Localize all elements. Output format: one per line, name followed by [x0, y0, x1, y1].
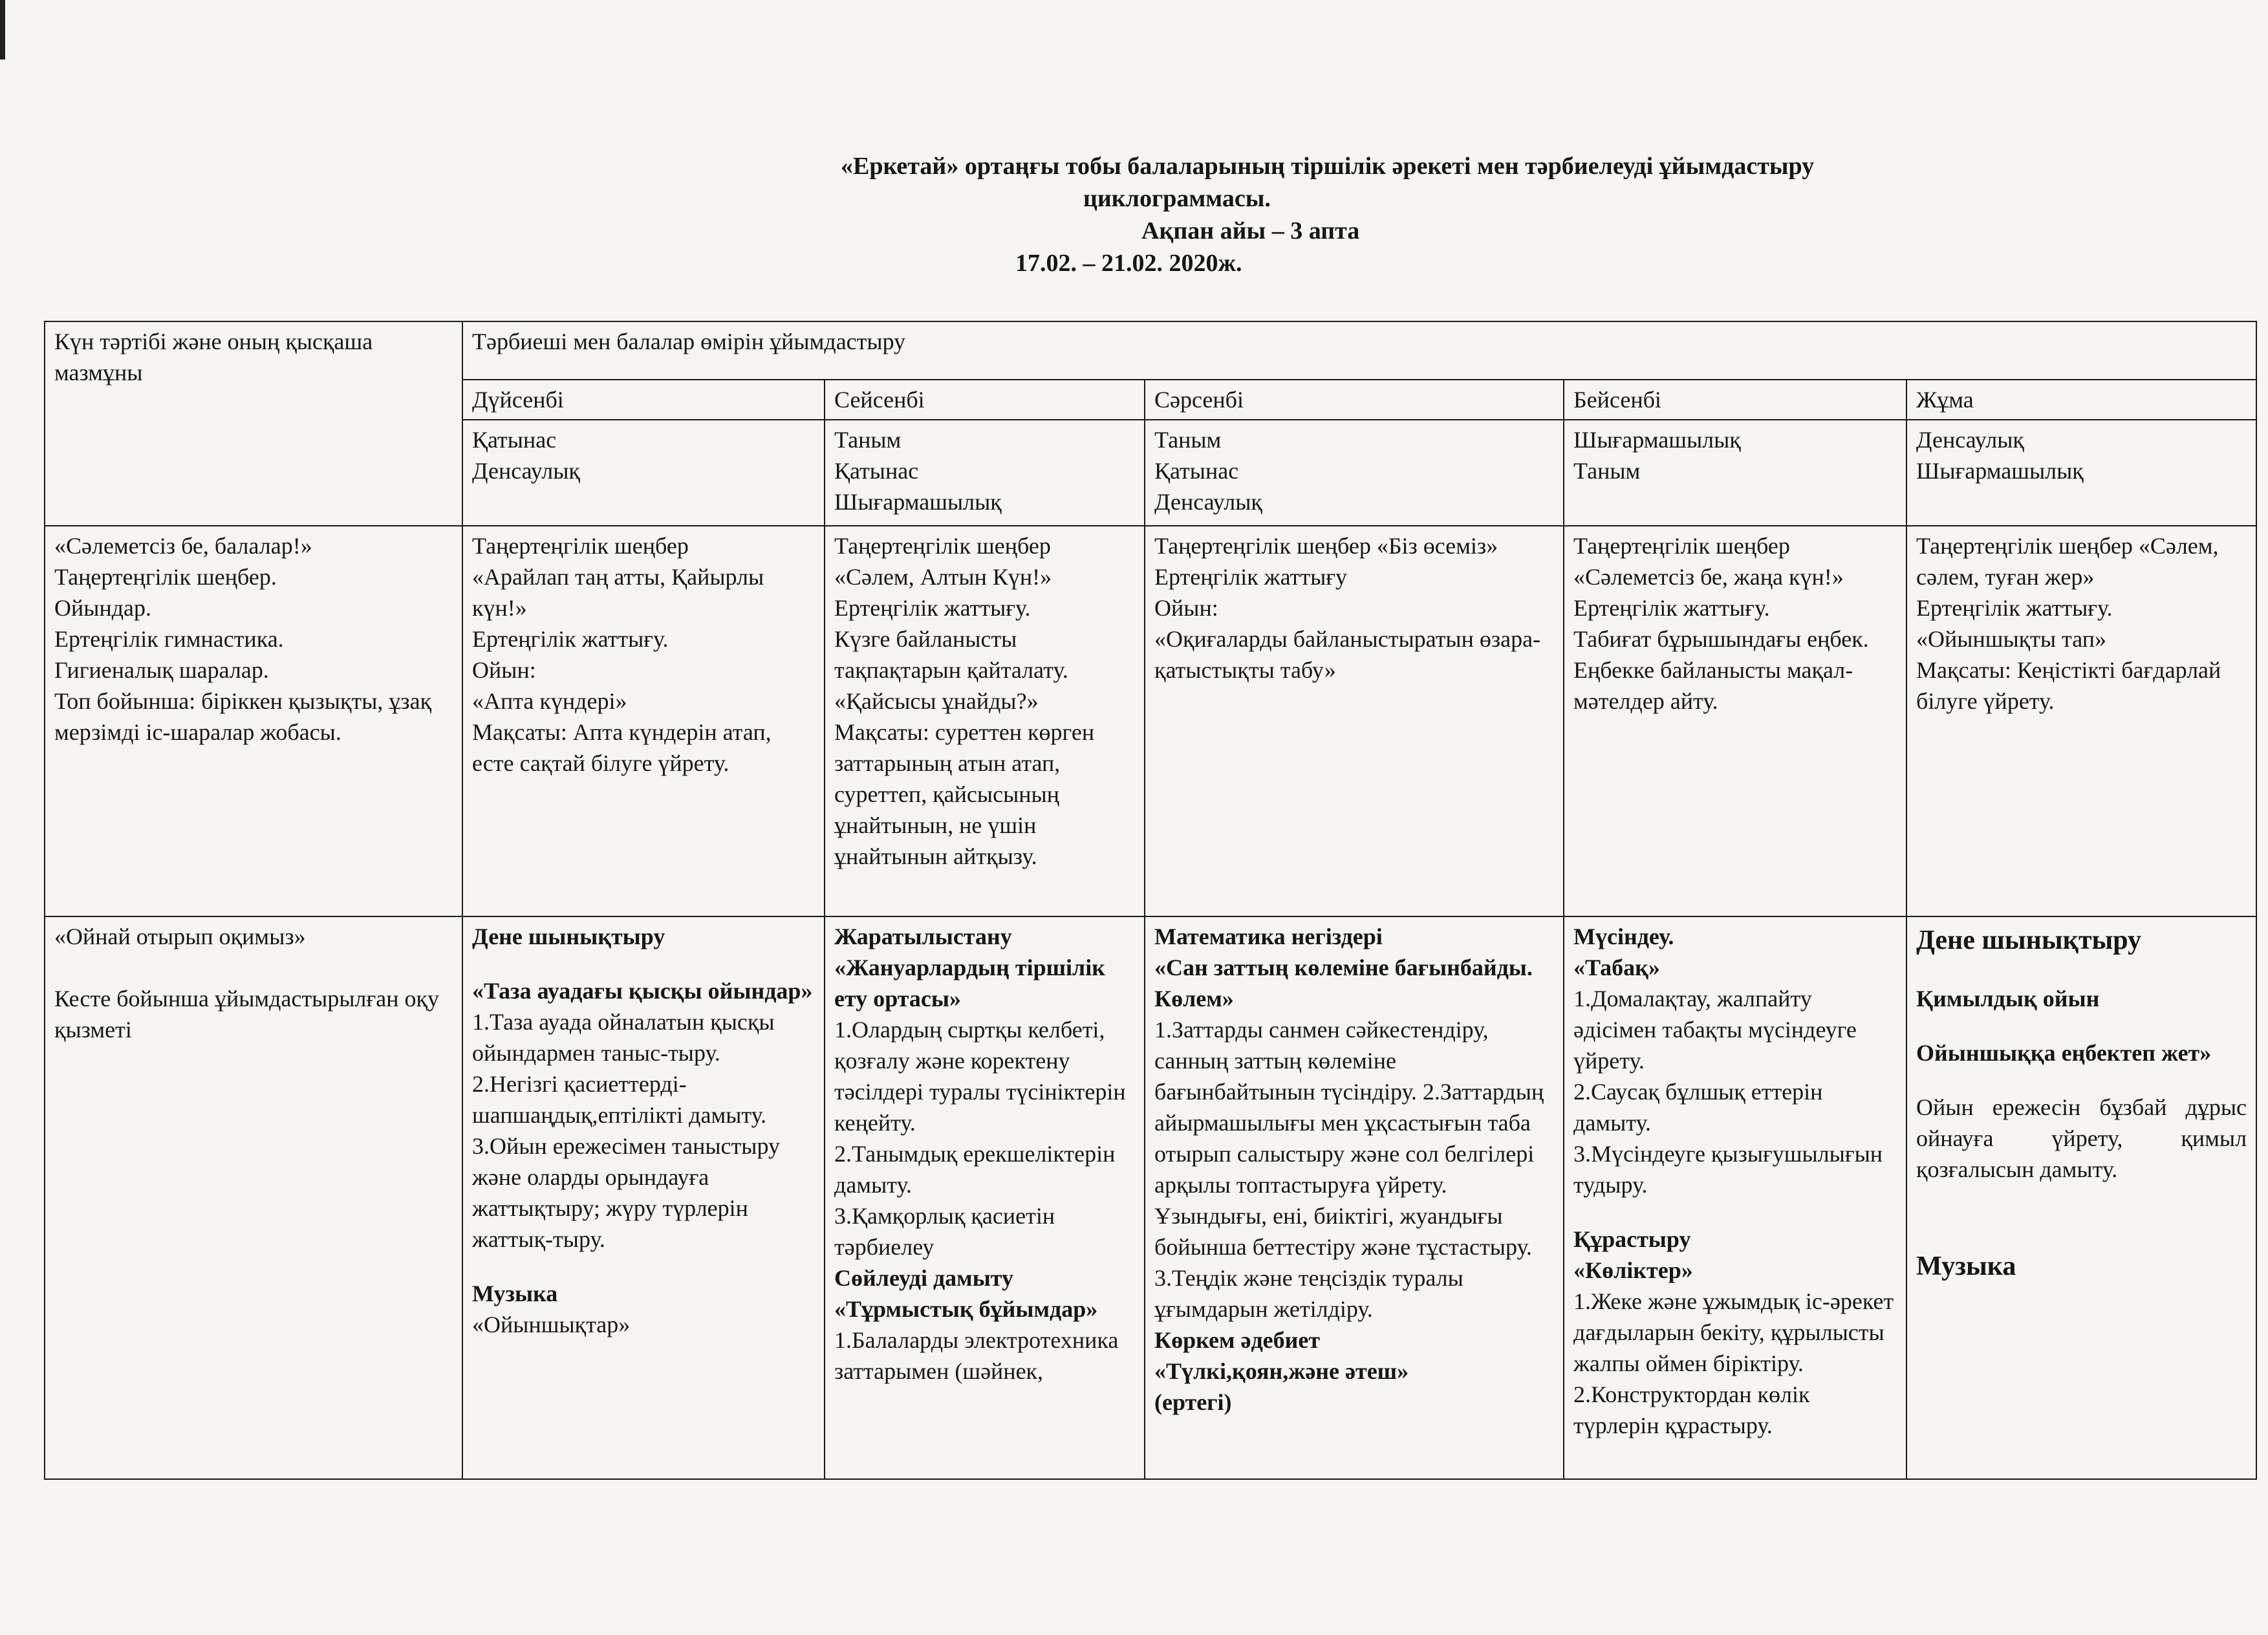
- lesson-topic: «Сан заттың көлеміне бағынбайды. Көлем»: [1154, 955, 1533, 1012]
- morning-thursday: [1564, 526, 1906, 916]
- cell-line: Ертеңгілік жаттығу.: [1916, 595, 2113, 621]
- day-monday: Дүйсенбі: [462, 380, 825, 420]
- row-head-line: Гигиеналық шаралар.: [54, 657, 269, 683]
- morning-row: [45, 526, 2256, 916]
- areas-friday: [1906, 420, 2256, 526]
- subject-title: Жаратылыстану: [834, 924, 1012, 949]
- lesson-item: 1.Жеке және ұжымдық іс-әрекет дағдыларын бекіту, құрылысты жалпы оймен біріктіру.: [1573, 1288, 1894, 1376]
- morning-tuesday: [825, 526, 1145, 916]
- subject-title: Көркем әдебиет: [1154, 1327, 1321, 1353]
- lesson-topic: «Көліктер»: [1573, 1257, 1693, 1283]
- lesson-item: 3.Ойын ережесімен таныстыру және оларды орындауға жаттықтыру; жүру түрлерін жаттық-тыру.: [472, 1133, 780, 1252]
- areas-monday: [462, 420, 825, 526]
- cell-line: Ертеңгілік жаттығу.: [1573, 595, 1770, 621]
- corner-cell: Күн тәртібі және оның қысқаша мазмұны: [45, 321, 462, 526]
- day-friday: Жұма: [1906, 380, 2256, 420]
- header-row: [45, 321, 2256, 380]
- heading-line-1: «Еркетай» ортаңғы тобы балаларының тіршілік әрекеті мен тәрбиелеуді ұйымдастыру: [841, 153, 1815, 180]
- cell-line: «Апта күндері»: [472, 688, 627, 714]
- lesson-topic: «Табақ»: [1573, 955, 1660, 980]
- org-header-cell: Тәрбиеші мен балалар өмірін ұйымдастыру: [462, 321, 2256, 380]
- subject-title: Математика негіздері: [1154, 924, 1383, 949]
- area-label: Денсаулық: [1916, 427, 2024, 453]
- heading-line-2: циклограммасы.: [1083, 185, 1271, 212]
- lesson-tuesday: [825, 916, 1145, 1479]
- lesson-row-head: [45, 916, 462, 1479]
- areas-wednesday: [1145, 420, 1564, 526]
- cell-line: «Арайлап таң атты, Қайырлы күн!»: [472, 564, 764, 621]
- heading-line-3: Ақпан айы – 3 апта: [1141, 217, 1360, 244]
- spacer: [54, 952, 453, 983]
- lesson-monday: [462, 916, 825, 1479]
- cell-line: Ертеңгілік жаттығу.: [834, 595, 1031, 621]
- lesson-item: 3.Мүсіндеуге қызығушылығын тудыру.: [1573, 1141, 1883, 1198]
- lesson-item: 2.Танымдық ерекшеліктерін дамыту.: [834, 1141, 1116, 1198]
- lesson-thursday: [1564, 916, 1906, 1479]
- cell-line: Мақсаты: Апта күндерін атап, есте сақтай білуге үйрету.: [472, 719, 772, 776]
- area-label: Денсаулық: [1154, 489, 1262, 515]
- spacer: [1916, 960, 2247, 983]
- lesson-topic: «Түлкі,қоян,және әтеш»: [1154, 1358, 1409, 1384]
- area-label: Шығармашылық: [834, 489, 1002, 515]
- cell-line: «Ойыншықты тап»: [1916, 626, 2106, 652]
- lesson-item: 2.Конструктордан көлік түрлерін құрастыру.: [1573, 1381, 1810, 1438]
- subject-title: Музыка: [472, 1281, 558, 1306]
- heading-line-4: 17.02. – 21.02. 2020ж.: [1015, 250, 1242, 277]
- day-wednesday: Сәрсенбі: [1145, 380, 1564, 420]
- area-label: Шығармашылық: [1916, 458, 2084, 484]
- cell-line: Мақсаты: Кеңістікті бағдарлай білуге үйрету.: [1916, 657, 2221, 714]
- morning-monday: [462, 526, 825, 916]
- row-head-line: Топ бойынша: біріккен қызықты, ұзақ мерзімді іс-шаралар жобасы.: [54, 688, 432, 745]
- lesson-item: Ойын ережесін бұзбай дұрыс ойнауға үйрету, қимыл қозғалысын дамыту.: [1916, 1094, 2247, 1182]
- subject-title: Мүсіндеу.: [1573, 924, 1674, 949]
- cell-line: Ертеңгілік жаттығу.: [472, 626, 669, 652]
- scan-edge-mark: [0, 0, 5, 60]
- lesson-row: [45, 916, 2256, 1479]
- lesson-topic: «Жануарлардың тіршілік ету ортасы»: [834, 955, 1105, 1012]
- game-type: Қимылдық ойын: [1916, 986, 2100, 1012]
- subject-title: Құрастыру: [1573, 1226, 1691, 1252]
- spacer: [1916, 1185, 2247, 1216]
- lesson-item: 2.Негізгі қасиеттерді-шапшаңдық,ептілікті дамыту.: [472, 1071, 767, 1128]
- spacer: [1916, 1014, 2247, 1037]
- morning-row-head: [45, 526, 462, 916]
- cell-line: Таңертеңгілік шеңбер «Сәлем, Алтын Күн!»: [834, 533, 1052, 590]
- lesson-item: 3.Қамқорлық қасиетін тәрбиелеу: [834, 1203, 1055, 1260]
- areas-thursday: [1564, 420, 1906, 526]
- spacer: [1916, 1068, 2247, 1092]
- lesson-friday: [1906, 916, 2256, 1479]
- area-label: Шығармашылық: [1573, 427, 1741, 453]
- schedule-table: [44, 321, 2257, 1480]
- cell-line: Күзге байланысты тақпақтарын қайталату. «Қайсысы ұнайды?»: [834, 626, 1068, 714]
- area-label: Қатынас: [834, 458, 919, 484]
- lesson-item: 1.Заттарды санмен сәйкестендіру, санның заттың көлеміне бағынбайтынын түсіндіру. 2.Заттардың айырмашылығы мен ұқсастығын таба отырып салыстыру және сол белгілері арқылы топтастыруға үйрету. Ұзындығы, ені, биіктігі, жуандығы бойынша беттестіру және тұстастыру.: [1154, 1017, 1544, 1260]
- morning-friday: [1906, 526, 2256, 916]
- lesson-item: 1.Балаларды электротехника заттарымен (шәйнек,: [834, 1327, 1119, 1384]
- areas-tuesday: [825, 420, 1145, 526]
- cell-line: «Оқиғаларды байланыстыратын өзара-қатыстықты табу»: [1154, 626, 1541, 683]
- cell-line: Таңертеңгілік шеңбер «Сәлеметсіз бе, жаңа күн!»: [1573, 533, 1844, 590]
- cell-line: Ойын:: [472, 657, 536, 683]
- area-label: Таным: [834, 427, 902, 453]
- cell-line: Ертеңгілік жаттығу: [1154, 564, 1348, 590]
- area-label: Қатынас: [1154, 458, 1239, 484]
- cell-line: Еңбекке байланысты мақал-мәтелдер айту.: [1573, 657, 1853, 714]
- row-head-line: Ертеңгілік гимнастика.: [54, 626, 284, 652]
- spacer: [1573, 1200, 1897, 1224]
- area-label: Таным: [1573, 458, 1641, 484]
- subject-title: Сөйлеуді дамыту: [834, 1265, 1014, 1291]
- row-head-line: Кесте бойынша ұйымдастырылған оқу қызметі: [54, 986, 440, 1043]
- day-thursday: Бейсенбі: [1564, 380, 1906, 420]
- cell-line: Таңертеңгілік шеңбер «Сәлем, сәлем, туған жер»: [1916, 533, 2219, 590]
- subject-title: Музыка: [1916, 1251, 2016, 1281]
- cell-line: Ойын:: [1154, 595, 1218, 621]
- spacer: [472, 952, 815, 975]
- row-head-line: «Сәлеметсіз бе, балалар!»: [54, 533, 312, 559]
- lesson-item: 3.Теңдік және теңсіздік туралы ұғымдарын жетілдіру.: [1154, 1265, 1463, 1322]
- lesson-topic: «Ойыншықтар»: [472, 1312, 631, 1337]
- lesson-topic: «Тұрмыстық бұйымдар»: [834, 1296, 1098, 1322]
- area-label: Денсаулық: [472, 458, 580, 484]
- lesson-wednesday: [1145, 916, 1564, 1479]
- row-head-line: «Ойнай отырып оқимыз»: [54, 924, 306, 949]
- subject-title: Дене шынықтыру: [1916, 926, 2142, 955]
- game-name: Ойыншыққа еңбектеп жет»: [1916, 1040, 2212, 1066]
- day-tuesday: Сейсенбі: [825, 380, 1145, 420]
- lesson-item: 1.Домалақтау, жалпайту әдісімен табақты мүсіндеуге үйрету.: [1573, 986, 1857, 1074]
- document-heading: [841, 150, 2069, 279]
- lesson-topic: «Таза ауадағы қысқы ойындар»: [472, 978, 813, 1004]
- cell-line: Табиғат бұрышындағы еңбек.: [1573, 626, 1869, 652]
- lesson-item: 2.Саусақ бұлшық еттерін дамыту.: [1573, 1079, 1823, 1136]
- spacer: [472, 1255, 815, 1278]
- subject-title: Дене шынықтыру: [472, 924, 665, 949]
- area-label: Таным: [1154, 427, 1222, 453]
- lesson-item: 1.Таза ауада ойналатын қысқы ойындармен таныс-тыру.: [472, 1009, 775, 1066]
- lesson-item: 1.Олардың сыртқы келбеті, қозғалу және коректену тәсілдері туралы түсініктерін кеңейту.: [834, 1017, 1126, 1136]
- morning-wednesday: [1145, 526, 1564, 916]
- cell-line: Таңертеңгілік шеңбер: [472, 533, 689, 559]
- cell-line: Таңертеңгілік шеңбер «Біз өсеміз»: [1154, 533, 1498, 559]
- spacer: [1916, 1216, 2247, 1247]
- row-head-line: Ойындар.: [54, 595, 152, 621]
- area-label: Қатынас: [472, 427, 557, 453]
- lesson-note: (ертегі): [1154, 1389, 1232, 1415]
- cell-line: Мақсаты: суреттен көрген заттарының атын атап, суреттеп, қайсысының ұнайтынын, не үшін ұнайтынын айтқызу.: [834, 719, 1095, 869]
- row-head-line: Таңертеңгілік шеңбер.: [54, 564, 277, 590]
